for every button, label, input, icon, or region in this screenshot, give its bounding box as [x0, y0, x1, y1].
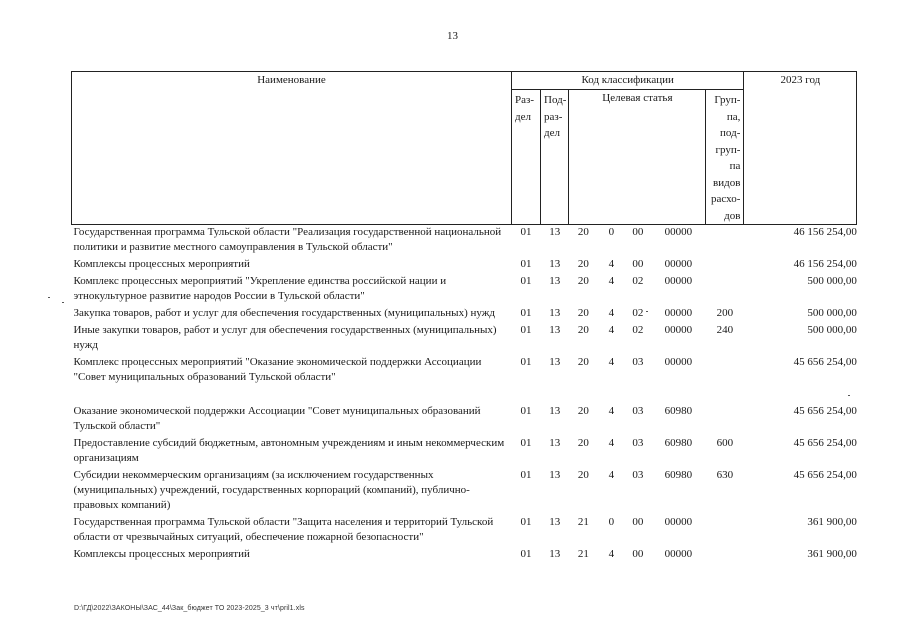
row-expense-type — [706, 255, 744, 272]
row-section: 01 — [520, 258, 532, 270]
row-target-sub: 00 — [632, 226, 644, 238]
row-target-direction: 60980 — [664, 469, 693, 481]
row-name: Комплексы процессных мероприятий — [73, 258, 250, 270]
row-subsection: 13 — [549, 437, 561, 449]
row-expense-type — [706, 402, 744, 434]
scan-speck — [848, 395, 850, 396]
table-row — [72, 402, 857, 434]
row-target-direction: 00000 — [664, 324, 693, 336]
row-section: 01 — [520, 548, 532, 560]
scan-speck — [48, 297, 50, 298]
row-target-type: 4 — [608, 437, 615, 449]
row-target-direction: 00000 — [664, 226, 693, 238]
row-target-program: 21 — [577, 516, 589, 528]
row-name: Предоставление субсидий бюджетным, автономным учреждениям и иным некоммерческим организациям — [73, 437, 505, 464]
row-subsection: 13 — [549, 258, 561, 270]
row-target-program: 20 — [577, 356, 589, 368]
scan-speck — [62, 302, 64, 303]
row-target-direction: 00000 — [664, 516, 693, 528]
row-target-sub: 03 — [632, 469, 644, 481]
row-target-sub: 02 — [632, 307, 644, 319]
file-path-footer: D:\ГД\2022\ЗАКОНЫ\ЗАС_44\Зак_бюджет ТО 2023-2025_3 чт\pril1.xls — [74, 605, 305, 612]
row-subsection: 13 — [549, 356, 561, 368]
row-target-sub: 00 — [632, 548, 644, 560]
row-target-program: 20 — [577, 405, 589, 417]
row-target-sub: 03 — [632, 405, 644, 417]
row-target-type: 4 — [608, 258, 615, 270]
row-amount: 46 156 254,00 — [793, 226, 857, 238]
row-subsection: 13 — [549, 548, 561, 560]
row-name: Комплекс процессных мероприятий "Укрепление единства российской нации и этнокультурное развитие народов России в Тульской области" — [73, 275, 447, 302]
header-classification: Код классификации — [512, 72, 744, 90]
header-section — [512, 90, 541, 225]
row-target-type: 4 — [608, 356, 615, 368]
row-target-sub: 00 — [632, 258, 644, 270]
row-name: Субсидии некоммерческим организациям (за исключением государственных (муниципальных) учреждений, государственных корпораций (компаний), публично-правовых компаний) — [73, 469, 470, 511]
row-target-sub: 03 — [632, 356, 644, 368]
row-target-program: 20 — [577, 258, 589, 270]
row-target-program: 20 — [577, 324, 589, 336]
row-target-sub: 02 — [632, 324, 644, 336]
table-row — [72, 434, 857, 466]
header-expense-type — [706, 90, 744, 225]
row-expense-type: 630 — [716, 469, 734, 481]
row-amount: 361 900,00 — [807, 516, 857, 528]
row-name: Закупка товаров, работ и услуг для обеспечения государственных (муниципальных) нужд — [73, 307, 495, 319]
row-subsection: 13 — [549, 324, 561, 336]
row-target-type: 4 — [608, 324, 615, 336]
row-section: 01 — [520, 324, 532, 336]
row-subsection: 13 — [549, 405, 561, 417]
row-target-type: 4 — [608, 307, 615, 319]
row-expense-type — [706, 353, 744, 385]
table-row — [72, 545, 857, 562]
row-subsection: 13 — [549, 516, 561, 528]
row-target-sub: 03 — [632, 437, 644, 449]
header-name: Наименование — [72, 72, 512, 90]
row-amount: 500 000,00 — [807, 324, 857, 336]
row-target-direction: 00000 — [664, 275, 693, 287]
table-row — [72, 304, 857, 321]
row-target-type: 4 — [608, 469, 615, 481]
row-amount: 500 000,00 — [807, 275, 857, 287]
row-amount: 45 656 254,00 — [793, 405, 857, 417]
row-expense-type — [706, 513, 744, 545]
header-year: 2023 год — [744, 72, 857, 90]
table-header-row-1 — [72, 72, 857, 90]
row-section: 01 — [520, 275, 532, 287]
header-subsection — [541, 90, 569, 225]
row-target-direction: 00000 — [664, 548, 693, 560]
table-row — [72, 466, 857, 513]
table-row — [72, 353, 857, 385]
row-amount: 45 656 254,00 — [793, 356, 857, 368]
row-name: Государственная программа Тульской области "Реализация государственной национальной политики и развитие местного самоуправления в Тульской области" — [73, 226, 502, 253]
row-target-type: 0 — [608, 226, 615, 238]
row-subsection: 13 — [549, 307, 561, 319]
row-target-direction: 60980 — [664, 437, 693, 449]
row-section: 01 — [520, 226, 532, 238]
row-target-type: 0 — [608, 516, 615, 528]
row-target-program: 20 — [577, 275, 589, 287]
row-name: Государственная программа Тульской области "Защита населения и территорий Тульской области от чрезвычайных ситуаций, обеспечение пожарной безопасности" — [73, 516, 494, 543]
header-section-text: Раз- дел — [515, 94, 535, 123]
row-subsection: 13 — [549, 226, 561, 238]
row-target-program: 20 — [577, 226, 589, 238]
row-name: Комплексы процессных мероприятий — [73, 548, 250, 560]
table-row — [72, 513, 857, 545]
row-expense-type — [706, 272, 744, 304]
row-target-direction: 00000 — [664, 307, 693, 319]
row-target-type: 4 — [608, 548, 615, 560]
row-target-type: 4 — [608, 275, 615, 287]
row-section: 01 — [520, 437, 532, 449]
table-body — [72, 225, 857, 563]
table-row — [72, 321, 857, 353]
row-target-direction: 00000 — [664, 258, 693, 270]
row-section: 01 — [520, 469, 532, 481]
row-subsection: 13 — [549, 275, 561, 287]
row-amount: 45 656 254,00 — [793, 469, 857, 481]
row-expense-type — [706, 225, 744, 256]
header-target-article: Целевая статья — [569, 90, 706, 225]
header-expense-type-text: Груп- па, под- груп- па видов расхо- дов — [711, 94, 741, 222]
row-target-program: 21 — [577, 548, 589, 560]
row-target-sub: 02 — [632, 275, 644, 287]
row-target-program: 20 — [577, 307, 589, 319]
row-target-program: 20 — [577, 437, 589, 449]
row-name: Комплекс процессных мероприятий "Оказание экономической поддержки Ассоциации "Совет муниципальных образований Тульской области" — [73, 356, 482, 383]
budget-table — [71, 71, 857, 562]
table-row — [72, 225, 857, 256]
row-amount: 361 900,00 — [807, 548, 857, 560]
row-expense-type: 200 — [716, 307, 734, 319]
scan-speck — [646, 311, 648, 312]
table-header-row-2 — [72, 90, 857, 225]
row-spacer-cell — [72, 385, 857, 402]
row-target-direction: 00000 — [664, 356, 693, 368]
row-section: 01 — [520, 516, 532, 528]
row-section: 01 — [520, 356, 532, 368]
header-subsection-text: Под- раз- дел — [544, 94, 567, 139]
row-section: 01 — [520, 307, 532, 319]
row-target-program: 20 — [577, 469, 589, 481]
row-expense-type — [706, 545, 744, 562]
row-expense-type: 240 — [716, 324, 734, 336]
row-name: Оказание экономической поддержки Ассоциации "Совет муниципальных образований Тульской области" — [73, 405, 481, 432]
row-amount: 500 000,00 — [807, 307, 857, 319]
row-name: Иные закупки товаров, работ и услуг для обеспечения государственных (муниципальных) нужд — [73, 324, 497, 351]
row-target-type: 4 — [608, 405, 615, 417]
table-row — [72, 272, 857, 304]
page-number: 13 — [447, 30, 458, 42]
row-subsection: 13 — [549, 469, 561, 481]
row-amount: 46 156 254,00 — [793, 258, 857, 270]
table-row — [72, 255, 857, 272]
row-expense-type: 600 — [716, 437, 734, 449]
row-spacer — [72, 385, 857, 402]
row-amount: 45 656 254,00 — [793, 437, 857, 449]
row-section: 01 — [520, 405, 532, 417]
row-target-sub: 00 — [632, 516, 644, 528]
row-target-direction: 60980 — [664, 405, 693, 417]
header-year-cont — [744, 90, 857, 225]
header-name-cont — [72, 90, 512, 225]
